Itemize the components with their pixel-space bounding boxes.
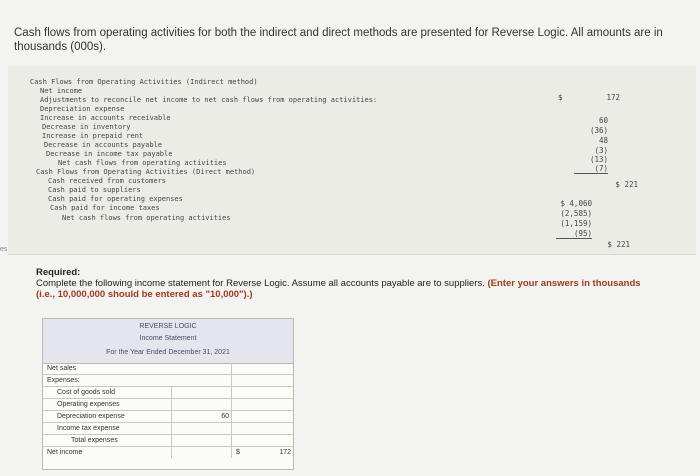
- direct-item-value: (2,585): [560, 209, 592, 218]
- statement-header: [43, 319, 293, 364]
- table-row: [43, 363, 293, 375]
- row-label: Cost of goods sold: [57, 389, 115, 396]
- table-row: [43, 375, 293, 387]
- table-row: [43, 423, 293, 435]
- indirect-method-title: Cash Flows from Operating Activities (Indirect method): [30, 78, 258, 86]
- table-row: [43, 399, 293, 411]
- adjustment-value: 48: [598, 136, 608, 145]
- row-label: Net income: [47, 449, 83, 456]
- required-heading: Required:: [36, 267, 81, 278]
- direct-item-label: Cash received from customers: [48, 177, 167, 185]
- operating-expenses-input-cell[interactable]: [171, 399, 232, 410]
- direct-item-value: $ 4,060: [560, 199, 592, 208]
- edge-tab-label: es: [0, 246, 8, 253]
- empty-cell: [231, 399, 294, 410]
- statement-title: Income Statement: [139, 335, 197, 342]
- table-row: [43, 447, 293, 458]
- income-statement-table: [42, 318, 294, 470]
- empty-cell: [231, 423, 294, 434]
- empty-cell: [171, 435, 232, 446]
- row-label: Income tax expense: [57, 425, 120, 432]
- total-expenses-input-cell[interactable]: [231, 435, 294, 446]
- expenses-input-cell[interactable]: [231, 375, 294, 386]
- row-label: Depreciation expense: [57, 413, 125, 420]
- row-label: Expenses:: [47, 377, 80, 384]
- adjustment-value: (13): [589, 155, 608, 164]
- required-instructions: [36, 267, 656, 300]
- direct-item-label: Cash paid for income taxes: [50, 204, 160, 212]
- table-row: [43, 387, 293, 399]
- indirect-total: $ 221: [615, 180, 638, 189]
- direct-item-label: Cash paid for operating expenses: [48, 195, 183, 203]
- cash-flow-exhibit: [8, 66, 696, 255]
- row-label: Operating expenses: [57, 401, 120, 408]
- net-sales-input-cell[interactable]: [231, 363, 294, 374]
- adjustment-label: Decrease in accounts payable: [44, 141, 163, 149]
- direct-method-title: Cash Flows from Operating Activities (Direct method): [36, 168, 256, 176]
- net-sales-input[interactable]: [232, 363, 294, 374]
- adjustment-label: Depreciation expense: [40, 105, 125, 113]
- adjustment-label: Decrease in income tax payable: [46, 150, 173, 158]
- adjustment-label: Increase in accounts receivable: [40, 114, 171, 122]
- net-income-value: 172: [606, 93, 620, 102]
- empty-cell: [231, 387, 294, 398]
- net-cash-indirect-label: Net cash flows from operating activities: [58, 159, 227, 167]
- net-income-cell: [231, 447, 294, 458]
- cogs-input[interactable]: [172, 387, 232, 398]
- adjustment-value: (7): [574, 164, 608, 174]
- direct-item-value: (1,159): [560, 219, 592, 228]
- adjustment-value: 60: [598, 116, 608, 125]
- direct-item-value: (95): [556, 229, 592, 239]
- adjustments-label: Adjustments to reconcile net income to net cash flows from operating activities:: [40, 96, 378, 104]
- direct-item-label: Cash paid to suppliers: [48, 186, 141, 194]
- row-label: Net sales: [47, 365, 77, 372]
- table-row: [43, 411, 293, 423]
- income-tax-input-cell[interactable]: [171, 423, 232, 434]
- total-expenses-input[interactable]: [232, 435, 294, 446]
- net-income-dollar: $: [558, 93, 563, 102]
- adjustment-value: (36): [589, 126, 608, 135]
- row-label: Total expenses: [71, 437, 118, 444]
- net-income-value: 172: [279, 449, 291, 456]
- net-income-label: Net income: [40, 87, 83, 95]
- required-body: Complete the following income statement for Reverse Logic. Assume all accounts payable are to suppliers.: [36, 278, 485, 289]
- adjustment-value: (3): [594, 146, 608, 155]
- empty-cell: [231, 411, 294, 422]
- empty-cell: [171, 447, 232, 458]
- statement-period: For the Year Ended December 31, 2021: [106, 349, 230, 356]
- direct-total: $ 221: [607, 240, 630, 249]
- problem-intro: Cash flows from operating activities for both the indirect and direct methods are presented for Reverse Logic. All amounts are in thousands (000s).: [14, 27, 663, 53]
- adjustment-label: Decrease in inventory: [42, 123, 131, 131]
- net-income-currency: $: [236, 449, 240, 456]
- required-emphasis: (Enter your answers in thousands (i.e., 10,000,000 should be entered as "10,000").): [36, 278, 641, 300]
- depreciation-value: 60: [221, 413, 229, 420]
- cogs-input-cell[interactable]: [171, 387, 232, 398]
- depreciation-cell: [171, 411, 232, 422]
- company-name: REVERSE LOGIC: [139, 323, 197, 330]
- income-tax-input[interactable]: [172, 423, 232, 434]
- expenses-input[interactable]: [232, 375, 294, 386]
- adjustment-label: Increase in prepaid rent: [42, 132, 144, 140]
- net-cash-direct-label: Net cash flows from operating activities: [62, 214, 231, 222]
- operating-expenses-input[interactable]: [172, 399, 232, 410]
- table-row: [43, 435, 293, 447]
